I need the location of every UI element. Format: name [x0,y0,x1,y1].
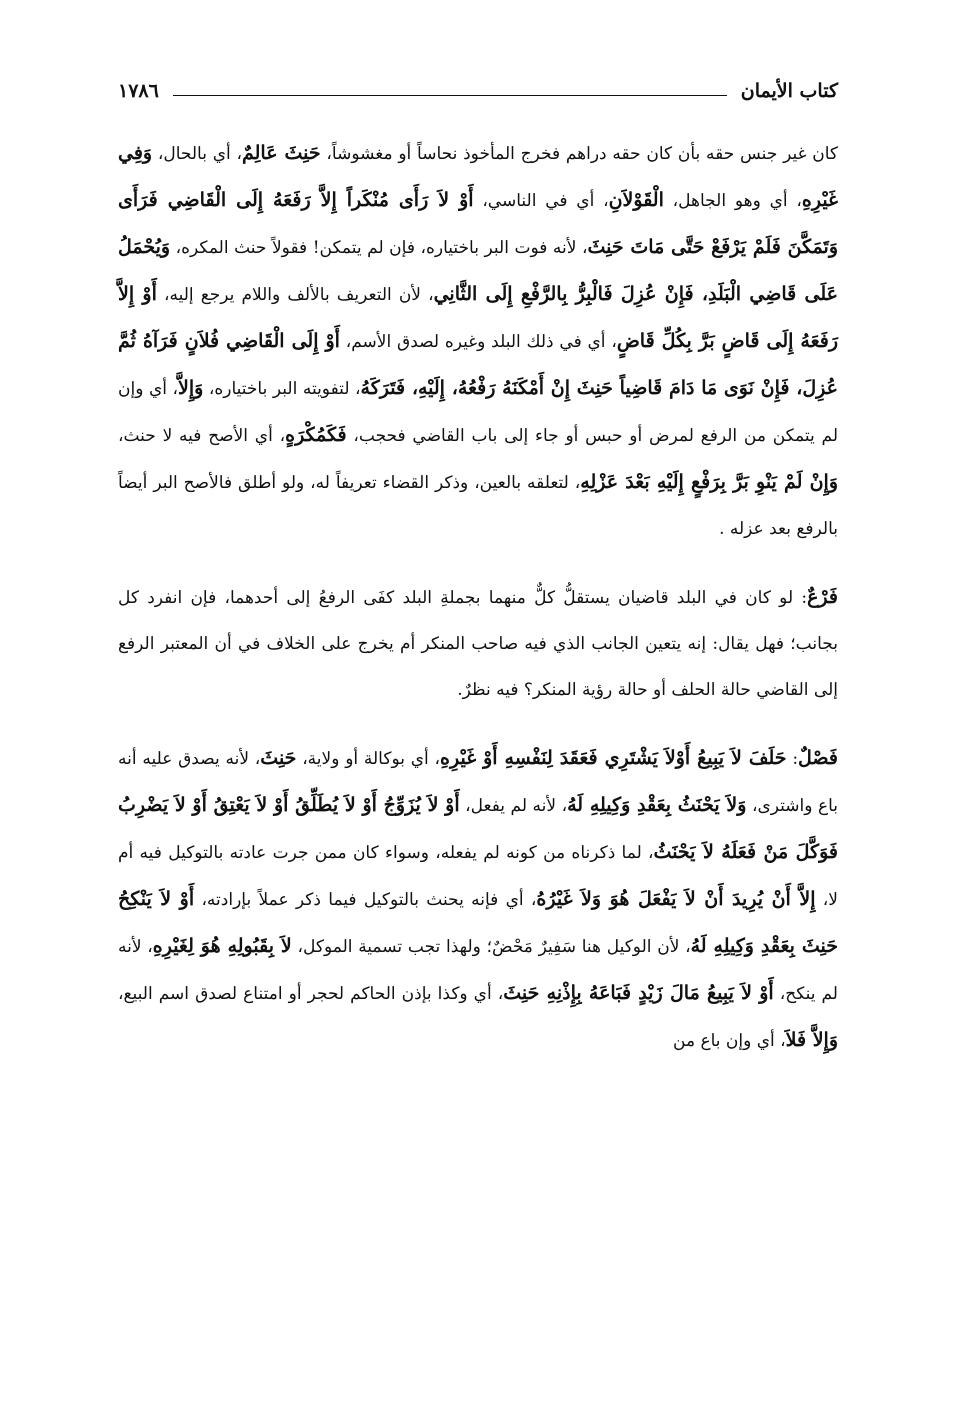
running-title: كتاب الأيمان [740,80,838,102]
commentary-text: ، لأن التعريف بالألف واللام يرجع إليه، [156,285,434,305]
matn-text: أَوْ لاَ يَبِيعُ مَالَ زَيْدٍ فَبَاعَهُ بِإِذْنِهِ حَنِثَ [503,982,774,1004]
commentary-text: ، أي بالحال، [152,144,242,164]
commentary-text: ، لأنه لم ينكح، [118,937,838,1004]
commentary-text: : لو كان في البلد قاضيان يستقلُّ كلٌّ منهما بجملةِ البلد كفَى الرفعُ إلى أحدهما، فإن انفرد كل بجانب؛ فهل يقال: إنه يتعين الجانب الذي فيه صاحب المنكر أم يخرج على الخلاف في أن المعتبر الرفع إلى القاضي حالة الحلف أو حالة رؤية المنكر؟ فيه نظرٌ. [118,588,838,700]
commentary-text: ، أي الأصح فيه لا حنث، [118,426,286,446]
matn-text: أَوْ لاَ يَنْكِحُ حَنِثَ بِعَقْدِ وَكِيلِهِ لَهُ [118,888,838,957]
matn-text: أَوْ لاَ رَأَى مُنْكَراً إِلاَّ رَفَعَهُ إِلَى الْقَاضِي فَرَأَى وَتَمَكَّنَ فَلَمْ يَرْفَعْ حَتَّى مَاتَ حَنِثَ [118,189,838,258]
commentary-text: ، لتفويته البر باختياره، [203,379,361,399]
commentary-text: ، أي وهو الجاهل، [663,191,802,211]
commentary-text: ، لتعلقه بالعين، وذكر القضاء تعريفاً له، ولو أطلق فالأصح البر أيضاً بالرفع بعد عزله . [118,473,838,539]
matn-text: وَيُحْمَلُ عَلَى قَاضِي الْبَلَدِ، فَإِنْ عُزِلَ فَالْبِرُّ بِالرَّفْعِ إِلَى الثَّانِي [118,236,838,305]
commentary-text: ، لأنه لم يفعل، [459,796,568,816]
matn-text: حَلَفَ لاَ يَبِيعُ أَوْلاَ يَشْتَرِي فَعَقَدَ لِنَفْسِهِ أَوْ غَيْرِهِ [440,747,787,769]
commentary-text: ، لأن الوكيل هنا سَفِيرٌ مَحْضٌ؛ ولهذا تجب تسمية الموكل، [291,937,691,957]
matn-text: وَإِلاَّ [178,377,204,399]
page-header [118,72,838,102]
matn-text: فَكَمُكْرَهٍ [285,424,347,446]
matn-text: أَوْ لاَ يُزَوِّجُ أَوْ لاَ يُطَلِّقُ أَوْ لاَ يَعْتِقُ أَوْ لاَ يَضْرِبُ فَوَكَّلَ مَنْ فَعَلَهُ لاَ يَحْنَثُ [118,794,839,863]
matn-text: وَلاَ يَحْنَثُ بِعَقْدِ وَكِيلِهِ لَهُ [567,794,747,816]
matn-text: وَإِلاَّ فَلاَ [785,1029,838,1051]
section-label: فَرْعٌ [807,586,838,608]
header-rule [173,95,727,96]
commentary-text: : [786,749,799,769]
matn-text: إِلاَّ أَنْ يُرِيدَ أَنْ لاَ يَفْعَلَ هُوَ وَلاَ غَيْرُهُ [536,888,816,910]
commentary-text: ، أي فإنه يحنث بالتوكيل فيما ذكر عملاً بإرادته، [194,890,537,910]
matn-text: أَوْ إِلاَّ رَفَعَهُ إِلَى قَاضٍ بَرَّ بِكُلِّ قَاضٍ [118,283,839,352]
commentary-text: ، أي في ذلك البلد وغيره لصدق الأسم، [339,332,617,352]
commentary-text: ، لأنه يصدق عليه أنه باع واشترى، [118,749,839,816]
page-body [118,130,838,1064]
matn-text: أَوْ إِلَى الْقَاضِي فُلاَنٍ فَرَآهُ ثُمَّ عُزِلَ، فَإِنْ نَوَى مَا دَامَ قَاضِياً حَنِثَ إِنْ أَمْكَنَهُ رَفْعُهُ، إِلَيْهِ، فَتَرَكَهُ [118,330,838,399]
commentary-text: ، لأنه فوت البر باختياره، فإن لم يتمكن! فقولاً حنث المكره، [170,238,588,258]
matn-text: لاَ بِقَبُولِهِ هُوَ لِغَيْرِهِ [152,935,292,957]
commentary-text: ، أي وإن لم يتمكن من الرفع لمرض أو حبس أو جاء إلى باب القاضي فحجب، [118,379,839,446]
matn-text: حَنِثَ [260,747,297,769]
matn-text: وَإِنْ لَمْ يَنْوِ بَرَّ بِرَفْعٍ إِلَيْهِ بَعْدَ عَزْلِهِ [580,471,838,493]
paragraph [118,735,838,1064]
commentary-text: ، لما ذكرناه من كونه لم يفعله، وسواء كان ممن جرت عادته بالتوكيل فيه أم لا، [118,843,838,910]
paragraph [118,130,838,552]
book-page [118,0,838,1409]
paragraph [118,574,838,713]
commentary-text: ، أي في الناسي، [473,191,609,211]
commentary-text: ، أي بوكالة أو ولاية، [296,749,441,769]
matn-text: وَفِي غَيْرِهِ [118,142,838,211]
commentary-text: ، أي وكذا بإذن الحاكم لحجر أو امتناع لصدق اسم البيع، [118,984,504,1004]
section-label: فَصْلٌ [798,747,838,769]
matn-text: الْقَوْلاَنِ [608,189,664,211]
commentary-text: كان غير جنس حقه بأن كان حقه دراهم فخرج المأخوذ نحاساً أو مغشوشاً، [320,144,838,164]
matn-text: حَنِثَ عَالِمٌ [241,142,321,164]
commentary-text: ، أي وإن باع من [673,1031,786,1051]
page-number: ١٧٨٦ [118,80,159,102]
